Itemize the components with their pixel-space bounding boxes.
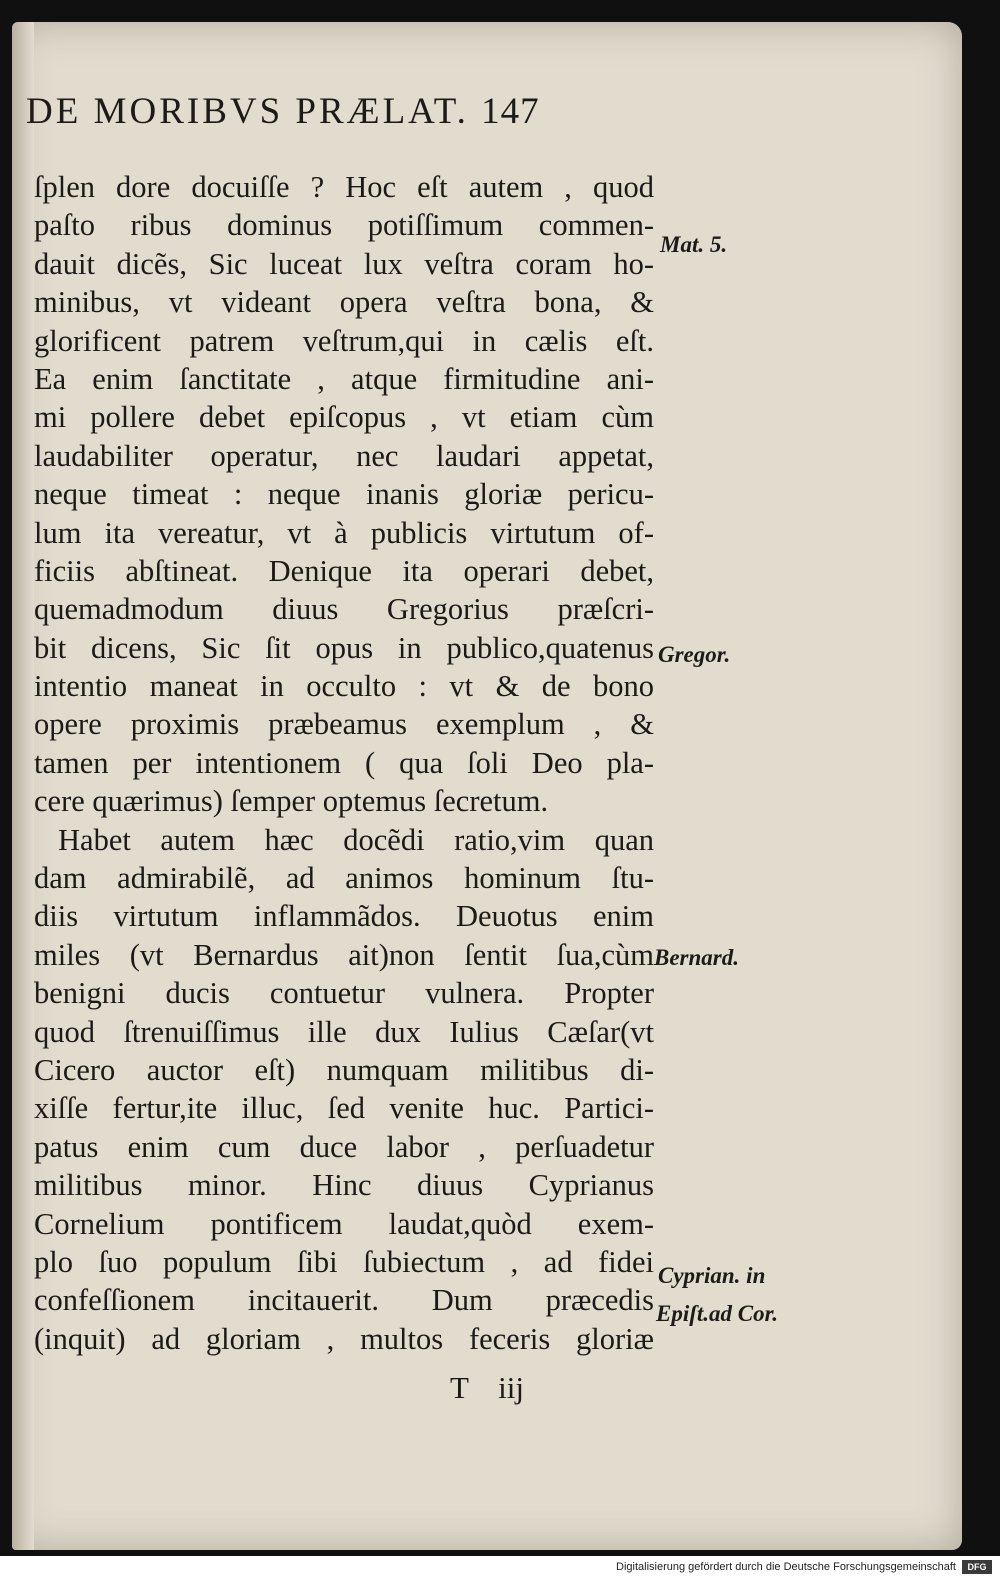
text-line: lum ita vereatur, vt à publicis virtutum of- [34, 515, 654, 550]
text-line: glorificent patrem veſtrum,qui in cælis eſt. [34, 323, 654, 358]
text-line: intentio maneat in occulto : vt & de bono [34, 669, 654, 704]
text-line: Cornelium pontificem laudat,quòd exem- [34, 1206, 654, 1241]
text-line: Habet autem hæc docẽdi ratio,vim quan [58, 822, 654, 857]
margin-note-gregory: Gregor. [658, 642, 731, 667]
text-line: benigni ducis contuetur vulnera. Propter [34, 976, 654, 1011]
text-line: plo ſuo populum ſibi ſubiectum , ad fidei [34, 1244, 654, 1279]
text-line: bit dicens, Sic ſit opus in publico,quatenus [34, 630, 654, 665]
text-line: quemadmodum diuus Gregorius præſcri- [34, 592, 654, 627]
dfg-logo: DFG [962, 1560, 992, 1574]
text-line: confeſſionem incitauerit. Dum præcedis [34, 1283, 654, 1318]
page-number: 147 [481, 91, 540, 132]
text-line: paſto ribus dominus potiſſimum commen- [34, 208, 654, 243]
body-text [34, 168, 654, 1358]
text-line: Ea enim ſanctitate , atque firmitudine ani- [34, 361, 654, 396]
text-line: miles (vt Bernardus ait)non ſentit ſua,cùm [34, 937, 654, 972]
margin-note-cyprian: Cyprian. in [658, 1263, 766, 1288]
signature-mark: T iij [450, 1370, 524, 1405]
text-line: (inquit) ad gloriam , multos feceris gloriæ [34, 1321, 654, 1356]
text-line: militibus minor. Hinc diuus Cyprianus [34, 1168, 654, 1203]
text-line: dam admirabilẽ, ad animos hominum ſtu- [34, 861, 654, 896]
text-line: diis virtutum inflammãdos. Deuotus enim [34, 899, 654, 934]
text-line: quod ſtrenuiſſimus ille dux Iulius Cæſar(vt [34, 1014, 654, 1049]
text-line: cere quærimus) ſemper optemus ſecretum. [34, 784, 549, 819]
text-line: minibus, vt videant opera veſtra bona, & [34, 285, 654, 320]
page-gutter [12, 22, 34, 1550]
text-line: xiſſe fertur,ite illuc, ſed venite huc. Partici- [34, 1091, 654, 1126]
running-head-title: DE MORIBVS PRÆLAT. [26, 91, 469, 132]
text-line: tamen per intentionem ( qua ſoli Deo pla- [34, 745, 654, 780]
text-line: Cicero auctor eſt) numquam militibus di- [34, 1052, 654, 1087]
footer-credit: Digitalisierung gefördert durch die Deutsche Forschungsgemeinschaft [616, 1561, 956, 1573]
margin-note-epistle: Epiſt.ad Cor. [656, 1301, 779, 1326]
margin-note-matthew: Mat. 5. [660, 232, 728, 257]
text-line: ficiis abſtineat. Denique ita operari debet, [34, 553, 654, 588]
running-head [26, 90, 666, 133]
text-line: mi pollere debet epiſcopus , vt etiam cùm [34, 400, 654, 435]
text-line: neque timeat : neque inanis gloriæ pericu- [34, 477, 654, 512]
text-line: laudabiliter operatur, nec laudari appetat, [34, 438, 654, 473]
text-line: opere proximis præbeamus exemplum , & [34, 707, 654, 742]
text-line: dauit dicẽs, Sic luceat lux veſtra coram ho- [34, 246, 654, 281]
margin-note-bernard: Bernard. [654, 945, 739, 970]
text-line: ſplen dore docuiſſe ? Hoc eſt autem , quod [34, 170, 654, 204]
text-line: patus enim cum duce labor , perſuadetur [34, 1129, 654, 1164]
